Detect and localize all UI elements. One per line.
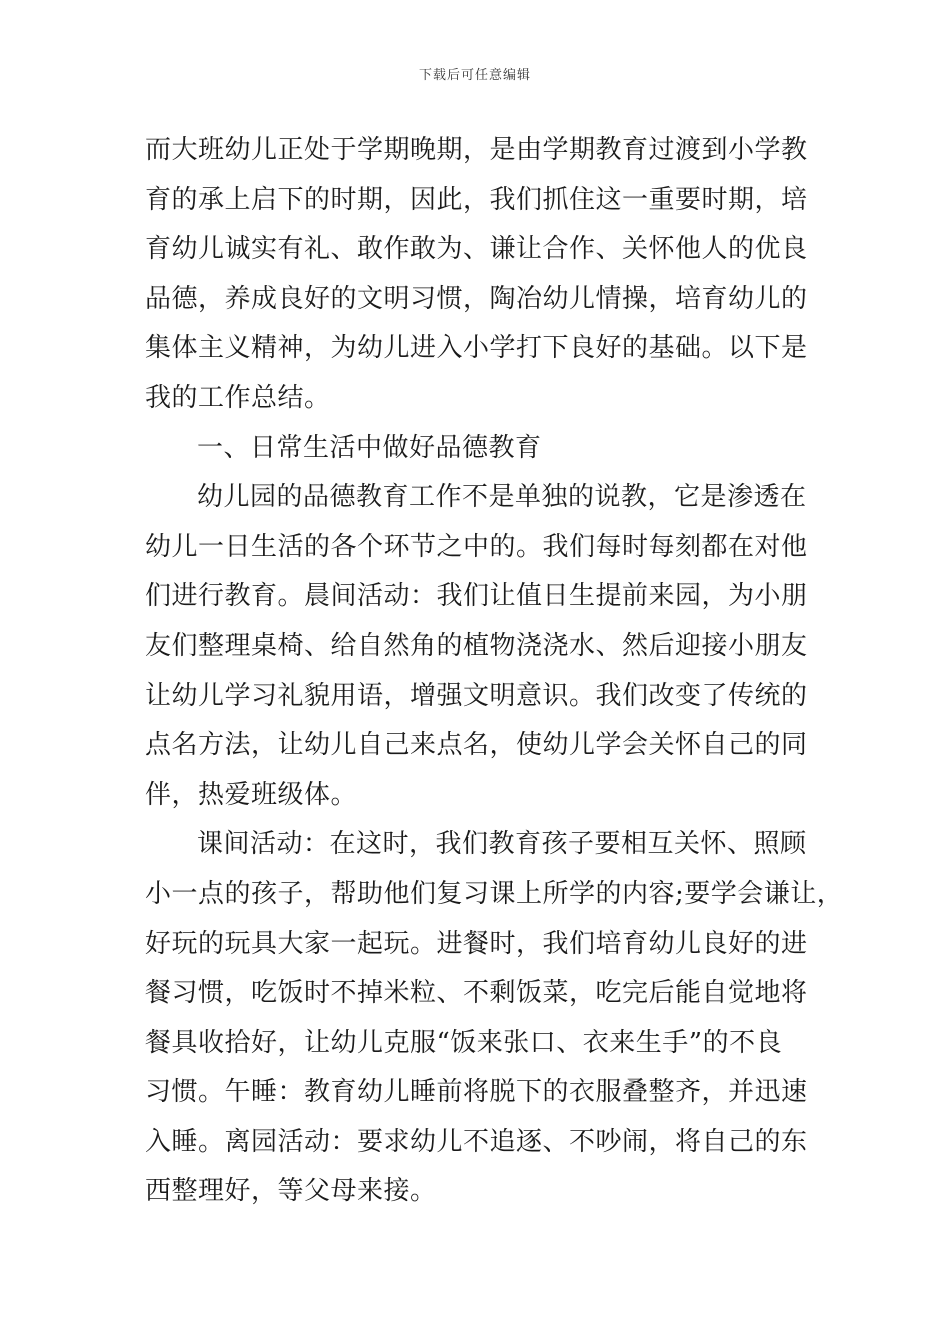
text-line: 西整理好，等父母来接。 xyxy=(145,1176,437,1207)
text-line: 幼儿园的品德教育工作不是单独的说教，它是渗透在 xyxy=(197,482,807,513)
text-line: 们进行教育。晨间活动：我们让值日生提前来园，为小朋 xyxy=(145,581,808,612)
text-line: 而大班幼儿正处于学期晚期，是由学期教育过渡到小学教 xyxy=(145,135,808,165)
text-line: 友们整理桌椅、给自然角的植物浇浇水、然后迎接小朋友 xyxy=(145,630,808,661)
text-line: 点名方法，让幼儿自己来点名，使幼儿学会关怀自己的同 xyxy=(145,730,808,761)
text-line: 伴，热爱班级体。 xyxy=(145,779,358,810)
text-line: 幼儿一日生活的各个环节之中的。我们每时每刻都在对他 xyxy=(145,531,808,562)
text-line: 让幼儿学习礼貌用语，增强文明意识。我们改变了传统的 xyxy=(145,680,808,711)
text-line: 餐具收拾好，让幼儿克服“饭来张口、衣来生手”的不良 xyxy=(145,1027,783,1058)
text-line: 习惯。午睡：教育幼儿睡前将脱下的衣服叠整齐，并迅速 xyxy=(145,1077,808,1108)
text-line: 入睡。离园活动：要求幼儿不追逐、不吵闹，将自己的东 xyxy=(145,1126,808,1157)
text-line: 课间活动：在这时，我们教育孩子要相互关怀、照顾 xyxy=(197,829,807,860)
text-line: 餐习惯，吃饭时不掉米粒、不剩饭菜，吃完后能自觉地将 xyxy=(145,978,808,1009)
text-line: 我的工作总结。 xyxy=(145,382,331,413)
header-note: 下载后可任意编辑 xyxy=(418,68,531,83)
text-line: 好玩的玩具大家一起玩。进餐时，我们培育幼儿良好的进 xyxy=(145,928,808,959)
document-body xyxy=(145,126,844,1217)
text-line: 品德，养成良好的文明习惯，陶冶幼儿情操，培育幼儿的 xyxy=(145,283,808,314)
text-line: 集体主义精神，为幼儿进入小学打下良好的基础。以下是 xyxy=(145,333,808,364)
text-line: 育的承上启下的时期，因此，我们抓住这一重要时期，培 xyxy=(145,184,808,215)
text-line: 一、日常生活中做好品德教育 xyxy=(197,432,542,463)
text-line: 育幼儿诚实有礼、敢作敢为、谦让合作、关怀他人的优良 xyxy=(145,234,808,265)
text-line: 小一点的孩子，帮助他们复习课上所学的内容;要学会谦让， xyxy=(145,878,844,909)
